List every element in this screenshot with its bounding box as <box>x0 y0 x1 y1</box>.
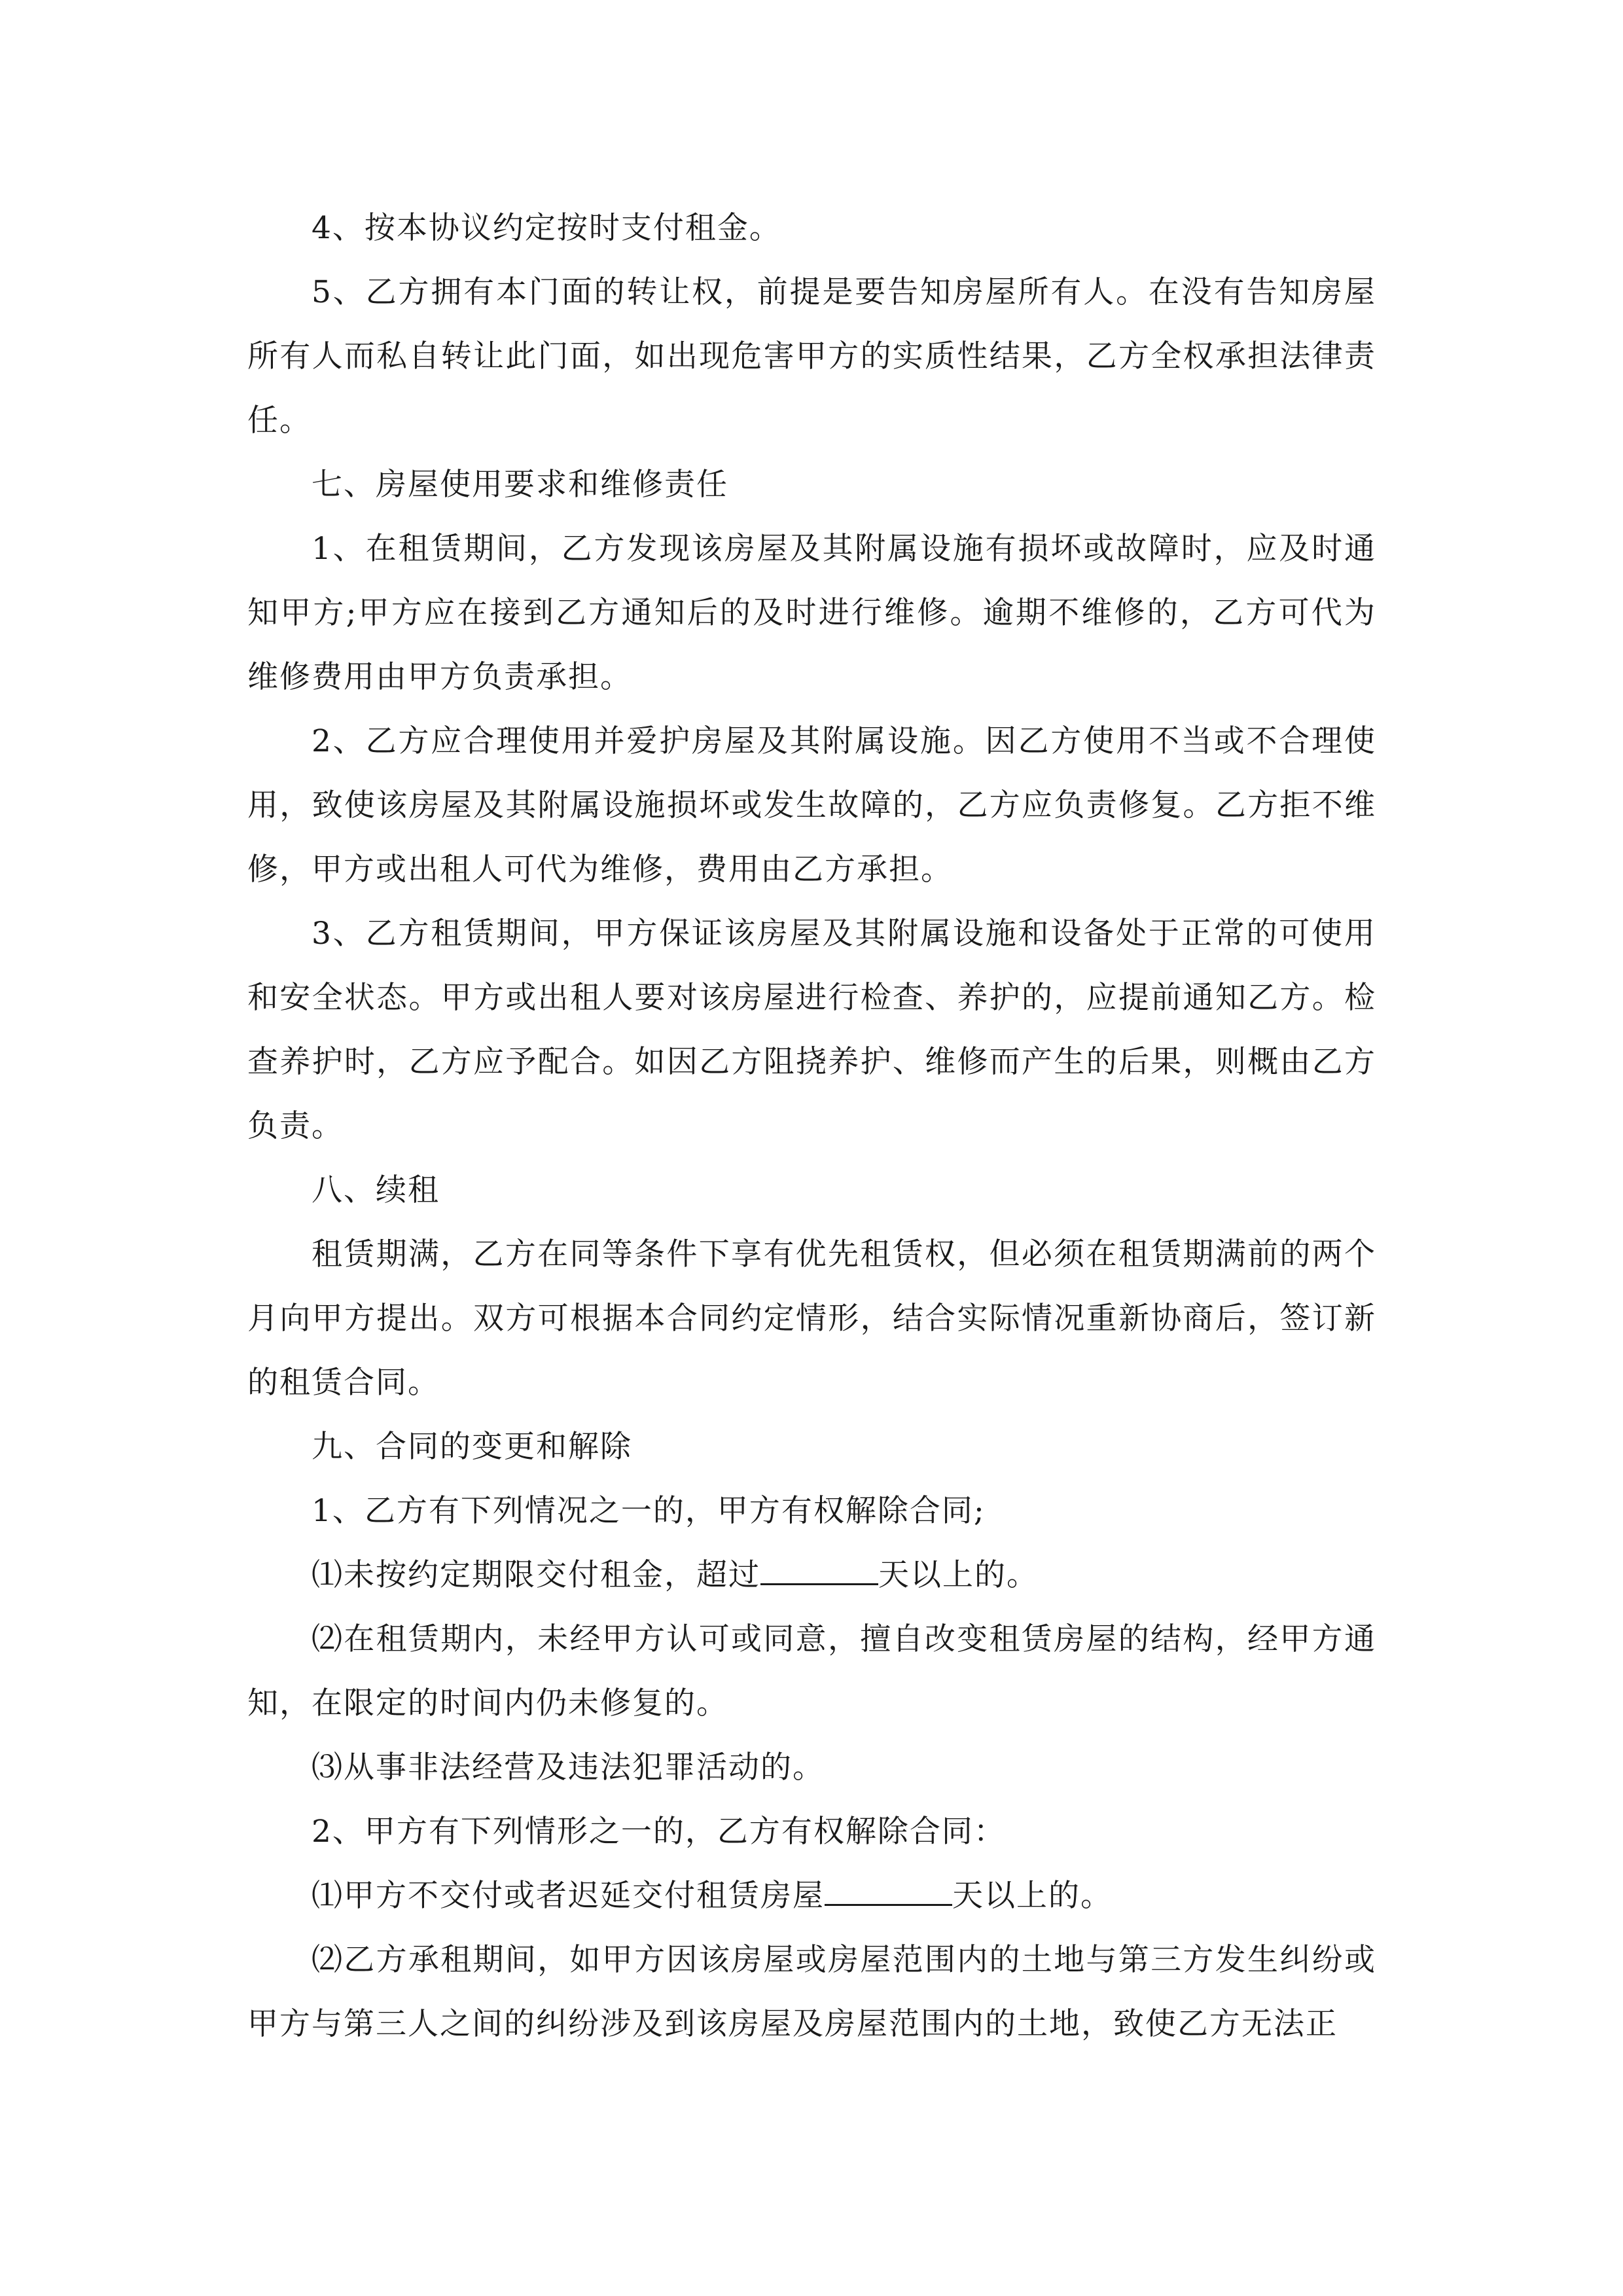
paragraph-5: 5、乙方拥有本门面的转让权，前提是要告知房屋所有人。在没有告知房屋所有人而私自转让此门面，如出现危害甲方的实质性结果，乙方全权承担法律责任。 <box>247 274 1376 439</box>
blank-days-field <box>760 1544 878 1585</box>
paragraph-8: 租赁期满，乙方在同等条件下享有优先租赁权，但必须在租赁期满前的两个月向甲方提出。双方可根据本合同约定情形，结合实际情况重新协商后，签订新的租赁合同。 <box>247 1236 1376 1401</box>
item-1-2: ⑵在租赁期内，未经甲方认可或同意，擅自改变租赁房屋的结构，经甲方通知，在限定的时间内仍未修复的。 <box>247 1621 1376 1721</box>
paragraph-9-2: 2、甲方有下列情形之一的，乙方有权解除合同： <box>312 1814 1006 1850</box>
paragraph-7-3: 3、乙方租赁期间，甲方保证该房屋及其附属设施和设备处于正常的可使用和安全状态。甲方或出租人要对该房屋进行检查、养护的，应提前通知乙方。检查养护时，乙方应予配合。如因乙方阻挠养护、维修而产生的后果，则概由乙方负责。 <box>247 916 1376 1144</box>
item-1-1-prefix: ⑴未按约定期限交付租金，超过 <box>312 1557 760 1593</box>
item-1-1-suffix: 天以上的。 <box>878 1557 1039 1593</box>
item-2-2: ⑵乙方承租期间，如甲方因该房屋或房屋范围内的土地与第三方发生纠纷或甲方与第三人之间的纠纷涉及到该房屋及房屋范围内的土地，致使乙方无法正 <box>247 1942 1376 2042</box>
item-2-1-prefix: ⑴甲方不交付或者迟延交付租赁房屋 <box>312 1878 825 1914</box>
section-heading-9: 九、合同的变更和解除 <box>312 1429 632 1465</box>
item-2-1-suffix: 天以上的。 <box>952 1878 1113 1914</box>
paragraph-7-1: 1、在租赁期间，乙方发现该房屋及其附属设施有损坏或故障时，应及时通知甲方;甲方应在接到乙方通知后的及时进行维修。逾期不维修的，乙方可代为维修费用由甲方负责承担。 <box>247 531 1376 695</box>
paragraph-4: 4、按本协议约定按时支付租金。 <box>312 210 781 246</box>
paragraph-9-1: 1、乙方有下列情况之一的，甲方有权解除合同; <box>312 1493 986 1529</box>
blank-days-field <box>825 1865 952 1906</box>
section-heading-7: 七、房屋使用要求和维修责任 <box>312 467 728 503</box>
item-2-1 <box>247 1864 1376 1928</box>
section-heading-8: 八、续租 <box>312 1172 440 1208</box>
paragraph-7-2: 2、乙方应合理使用并爱护房屋及其附属设施。因乙方使用不当或不合理使用，致使该房屋及其附属设施损坏或发生故障的，乙方应负责修复。乙方拒不维修，甲方或出租人可代为维修，费用由乙方承担。 <box>247 723 1376 888</box>
contract-body <box>247 196 1376 2056</box>
item-1-1 <box>247 1543 1376 1607</box>
item-1-3: ⑶从事非法经营及违法犯罪活动的。 <box>312 1749 825 1785</box>
